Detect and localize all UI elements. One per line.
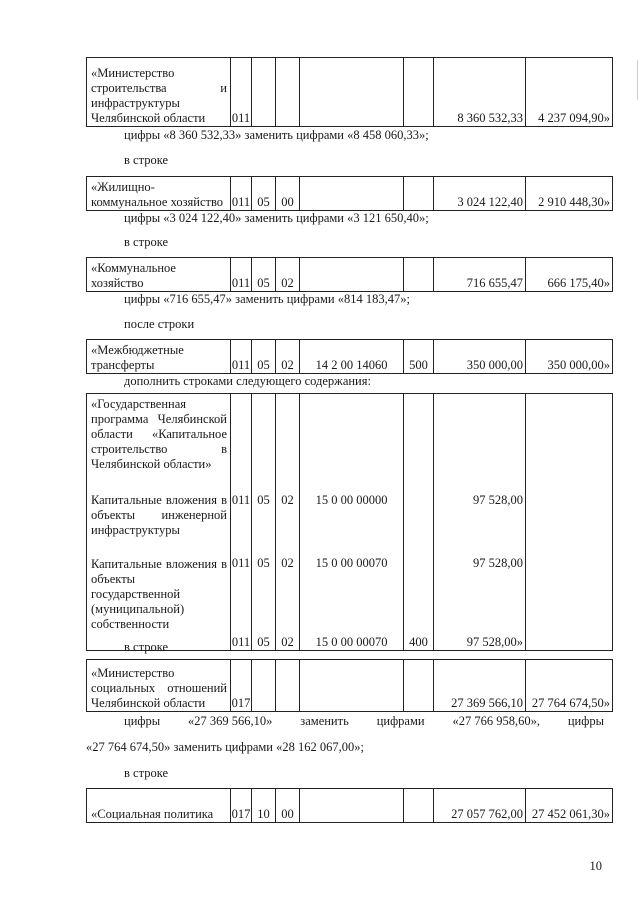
amount-year2: 27 764 674,50» bbox=[526, 660, 613, 712]
code-subsection: 02 bbox=[276, 340, 300, 374]
code-section: 10 bbox=[252, 789, 276, 823]
code-ministry: 011 bbox=[231, 340, 252, 374]
row-name: Капитальные вложения в объекты инженерной инфраструктуры bbox=[91, 493, 227, 537]
amount-year2: 666 175,40» bbox=[526, 258, 613, 292]
code-target: 15 0 00 00070 bbox=[315, 635, 388, 649]
amount-year1: 350 000,00 bbox=[434, 340, 526, 374]
budget-table-communal bbox=[86, 257, 613, 292]
code-section bbox=[252, 58, 276, 127]
code-expense-type bbox=[404, 556, 433, 571]
code-target: 15 0 00 00070 bbox=[315, 556, 388, 570]
code-subsection: 02 bbox=[281, 556, 294, 570]
budget-table-housing bbox=[86, 176, 613, 211]
code-section bbox=[252, 660, 276, 712]
code-ministry: 011 bbox=[231, 258, 252, 292]
code-target bbox=[300, 258, 404, 292]
text-word: цифры bbox=[124, 714, 161, 728]
amount-year1: 716 655,47 bbox=[434, 258, 526, 292]
code-expense-type bbox=[404, 789, 434, 823]
row-name: «Коммунальное хозяйство bbox=[87, 258, 231, 292]
budget-table-ministry-social bbox=[86, 659, 613, 712]
instruction-label: в строке bbox=[124, 640, 169, 654]
text-word: «27 766 958,60», bbox=[452, 714, 540, 728]
code-section: 05 bbox=[257, 493, 270, 507]
row-name: «Министерство социальных отношений Челябинской области bbox=[87, 660, 231, 712]
text-word: цифры bbox=[567, 714, 604, 728]
amounts-year2 bbox=[526, 394, 613, 651]
codes-subsection bbox=[276, 394, 300, 651]
table-row bbox=[87, 660, 613, 712]
instruction-text-justified bbox=[124, 714, 604, 729]
text-word: заменить bbox=[300, 714, 349, 728]
code-expense-type bbox=[404, 493, 433, 508]
instruction-label: в строке bbox=[124, 766, 169, 780]
row-name: «Социальная политика bbox=[87, 789, 231, 823]
amount-year2 bbox=[528, 556, 610, 571]
amount-year1: 8 360 532,33 bbox=[434, 58, 526, 127]
code-section: 05 bbox=[252, 258, 276, 292]
code-ministry: 017 bbox=[231, 789, 252, 823]
code-section: 05 bbox=[257, 635, 270, 649]
code-expense-type: 500 bbox=[404, 340, 434, 374]
amount-year2: 2 910 448,30» bbox=[526, 177, 613, 211]
code-expense-type bbox=[404, 660, 434, 712]
code-subsection: 00 bbox=[276, 177, 300, 211]
code-target: 14 2 00 14060 bbox=[300, 340, 404, 374]
amount-year2: 350 000,00» bbox=[526, 340, 613, 374]
row-name: Капитальные вложения в объекты государственной (муниципальной) собственности bbox=[91, 557, 227, 631]
table-row bbox=[87, 258, 613, 292]
text-word: «27 369 566,10» bbox=[188, 714, 273, 728]
budget-table-social-policy bbox=[86, 788, 613, 823]
instruction-label: после строки bbox=[124, 317, 195, 331]
page-number: 10 bbox=[589, 859, 602, 873]
row-name: «Жилищно-коммунальное хозяйство bbox=[87, 177, 231, 211]
scan-edge-mark bbox=[637, 60, 638, 100]
code-ministry: 011 bbox=[231, 58, 252, 127]
row-name: «Министерство строительства и инфраструктуры Челябинской области bbox=[87, 58, 231, 127]
amount-year1: 27 369 566,10 bbox=[434, 660, 526, 712]
code-target: 15 0 00 00000 bbox=[315, 493, 388, 507]
code-subsection bbox=[276, 660, 300, 712]
codes-target bbox=[300, 394, 404, 651]
code-subsection: 02 bbox=[276, 258, 300, 292]
table-row bbox=[87, 394, 613, 651]
code-target bbox=[300, 58, 404, 127]
text-word: цифрами bbox=[376, 714, 425, 728]
amount-year2 bbox=[528, 635, 610, 650]
instruction-text: цифры «3 024 122,40» заменить цифрами «3 121 650,40»; bbox=[124, 211, 429, 225]
code-expense-type bbox=[404, 58, 434, 127]
code-target bbox=[300, 789, 404, 823]
budget-table-transfers bbox=[86, 339, 613, 374]
instruction-text: цифры «8 360 532,33» заменить цифрами «8 458 060,33»; bbox=[124, 128, 429, 142]
instruction-label: в строке bbox=[124, 235, 169, 249]
amount-year2 bbox=[528, 493, 610, 508]
budget-table-program-additions bbox=[86, 393, 613, 651]
code-target bbox=[300, 177, 404, 211]
budget-table-ministry-construction bbox=[86, 57, 613, 127]
code-target bbox=[300, 660, 404, 712]
amount-year1: 97 528,00 bbox=[473, 556, 523, 570]
instruction-text: «27 764 674,50» заменить цифрами «28 162 067,00»; bbox=[86, 740, 364, 754]
instruction-text: цифры «716 655,47» заменить цифрами «814 183,47»; bbox=[124, 292, 410, 306]
amounts-year1 bbox=[434, 394, 526, 651]
code-ministry: 017 bbox=[231, 660, 252, 712]
code-expense-type bbox=[404, 258, 434, 292]
code-ministry: 011 bbox=[231, 177, 252, 211]
amount-year2: 4 237 094,90» bbox=[526, 58, 613, 127]
code-expense-type: 400 bbox=[409, 635, 428, 649]
table-row bbox=[87, 177, 613, 211]
instruction-text: дополнить строками следующего содержания: bbox=[124, 374, 371, 388]
row-names bbox=[87, 394, 231, 651]
codes-section bbox=[252, 394, 276, 651]
code-subsection bbox=[276, 58, 300, 127]
code-ministry: 011 bbox=[231, 493, 251, 507]
code-section: 05 bbox=[252, 177, 276, 211]
code-subsection: 00 bbox=[276, 789, 300, 823]
codes-ministry bbox=[231, 394, 252, 651]
code-subsection: 02 bbox=[281, 493, 294, 507]
amount-year1: 97 528,00 bbox=[473, 493, 523, 507]
row-name: «Государственная программа Челябинской области «Капитальное строительство в Челябинской области» bbox=[91, 397, 227, 471]
code-ministry: 011 bbox=[231, 635, 251, 649]
table-row bbox=[87, 340, 613, 374]
codes-expense-type bbox=[404, 394, 434, 651]
amount-year1: 97 528,00» bbox=[466, 635, 523, 649]
table-row bbox=[87, 58, 613, 127]
amount-year1: 3 024 122,40 bbox=[434, 177, 526, 211]
code-section: 05 bbox=[257, 556, 270, 570]
row-name: «Межбюджетные трансферты bbox=[87, 340, 231, 374]
code-expense-type bbox=[404, 177, 434, 211]
amount-year1: 27 057 762,00 bbox=[434, 789, 526, 823]
code-ministry: 011 bbox=[231, 556, 251, 570]
code-section: 05 bbox=[252, 340, 276, 374]
amount-year2: 27 452 061,30» bbox=[526, 789, 613, 823]
code-subsection: 02 bbox=[281, 635, 294, 649]
instruction-label: в строке bbox=[124, 153, 169, 167]
table-row bbox=[87, 789, 613, 823]
